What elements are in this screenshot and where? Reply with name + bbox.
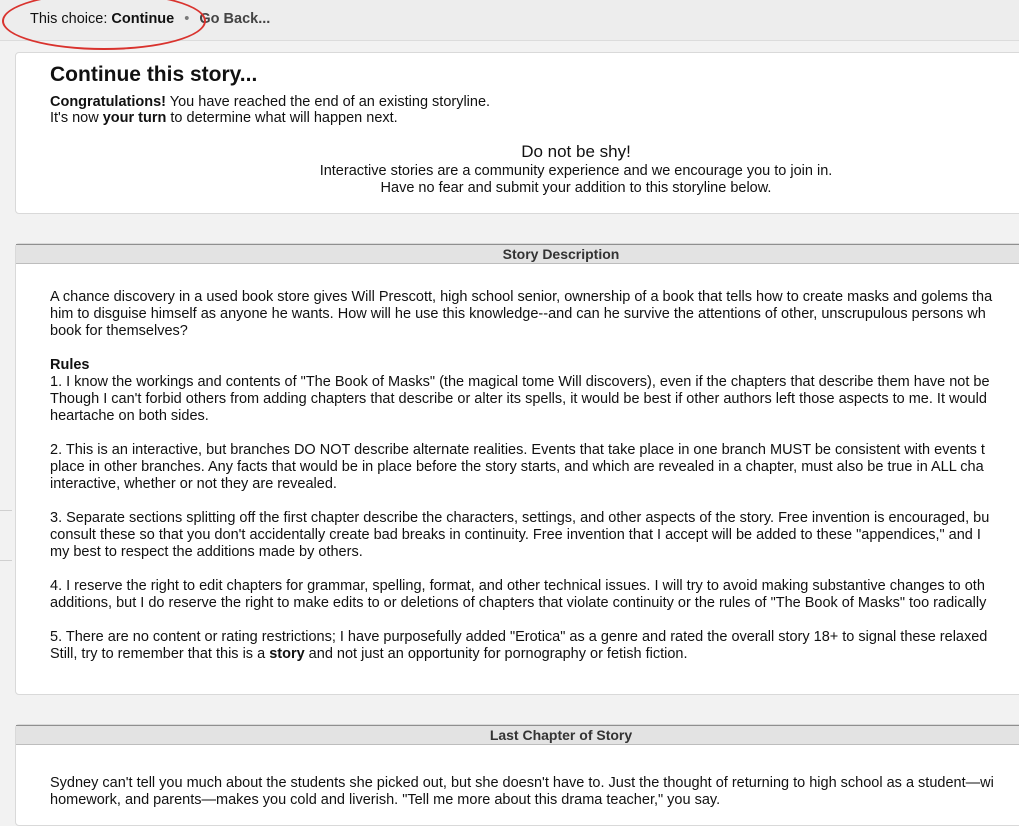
continue-intro-panel [15,52,1019,214]
choice-prefix: This choice: [30,11,108,27]
congrats-bold: Congratulations! [50,94,166,110]
text-line: consult these so that you don't accidentally create bad breaks in continuity. Free invention that I accept will be added to these "appendices," and I [50,527,981,543]
text-line: interactive, whether or not they are revealed. [50,476,337,492]
text-line: book for themselves? [50,323,188,339]
text-line: Sydney can't tell you much about the students she picked out, but she doesn't have to. Just the thought of returning to high school as a student—wi [50,775,994,791]
rule-2 [50,442,1019,493]
congrats-line [50,94,490,110]
choice-bar [0,0,1019,41]
story-description-panel [15,243,1019,695]
text-line: place in other branches. Any facts that would be in place before the story starts, and which are revealed in a chapter, must also be true in ALL cha [50,459,984,475]
turn-pre: It's now [50,110,103,126]
shy-heading: Do not be shy! [521,142,631,161]
go-back-link[interactable]: Go Back... [199,11,271,27]
text-line: 2. This is an interactive, but branches DO NOT describe alternate realities. Events that take place in one branch MUST be consistent with events t [50,442,985,458]
section-header [16,244,1019,264]
shy-line-1: Interactive stories are a community experience and we encourage you to join in. [319,163,833,179]
choice-current: Continue [111,11,175,27]
text-line: Though I can't forbid others from adding chapters that describe or alter its spells, it would be best if other authors left those aspects to me. It would [50,391,987,407]
bullet-separator: • [184,11,190,27]
story-emphasis: story [269,646,305,662]
section-title: Last Chapter of Story [489,727,633,743]
text-line: 4. I reserve the right to edit chapters for grammar, spelling, format, and other technical issues. I will try to avoid making substantive changes to oth [50,578,985,594]
rule-4 [50,578,1019,612]
text-line: my best to respect the additions made by others. [50,544,363,560]
rule-5 [50,629,1019,663]
last-chapter-panel [15,724,1019,826]
turn-bold: your turn [102,110,167,126]
congrats-text: You have reached the end of an existing storyline. [166,94,491,110]
section-header [16,725,1019,745]
text-line: him to disguise himself as anyone he wants. How will he use this knowledge--and can he survive the attentions of other, unscrupulous persons wh [50,306,986,322]
rule-3 [50,510,1019,561]
side-divider [0,510,12,511]
text-fragment: Still, try to remember that this is a [50,646,270,662]
text-line: A chance discovery in a used book store gives Will Prescott, high school senior, ownership of a book that tells how to create masks and golems tha [50,289,993,305]
side-divider [0,560,12,561]
highlight-circle-annotation [2,0,206,50]
rules-heading: Rules [50,357,90,373]
rule-1 [50,374,1019,425]
text-line: additions, but I do reserve the right to make edits to or deletions of chapters that violate continuity or the rules of "The Book of Masks" too radically [50,595,987,611]
text-line: 1. I know the workings and contents of "The Book of Masks" (the magical tome Will discovers), even if the chapters that describe them have not be [50,374,990,390]
text-line: homework, and parents—makes you cold and liverish. "Tell me more about this drama teacher," you say. [50,792,721,808]
text-line: 3. Separate sections splitting off the first chapter describe the characters, settings, and other aspects of the story. Free invention is encouraged, bu [50,510,990,526]
your-turn-line [50,110,398,126]
page-title: Continue this story... [50,63,258,86]
text-line: heartache on both sides. [50,408,209,424]
text-fragment: and not just an opportunity for pornography or fetish fiction. [304,646,688,662]
text-line [50,646,1019,663]
section-title: Story Description [502,246,620,262]
summary-paragraph [50,289,1019,340]
shy-line-2: Have no fear and submit your addition to this storyline below. [380,180,772,196]
text-line: 5. There are no content or rating restrictions; I have purposefully added "Erotica" as a genre and rated the overall story 18+ to signal these relaxed [50,629,988,645]
turn-post: to determine what will happen next. [166,110,398,126]
chapter-text [50,775,1019,809]
